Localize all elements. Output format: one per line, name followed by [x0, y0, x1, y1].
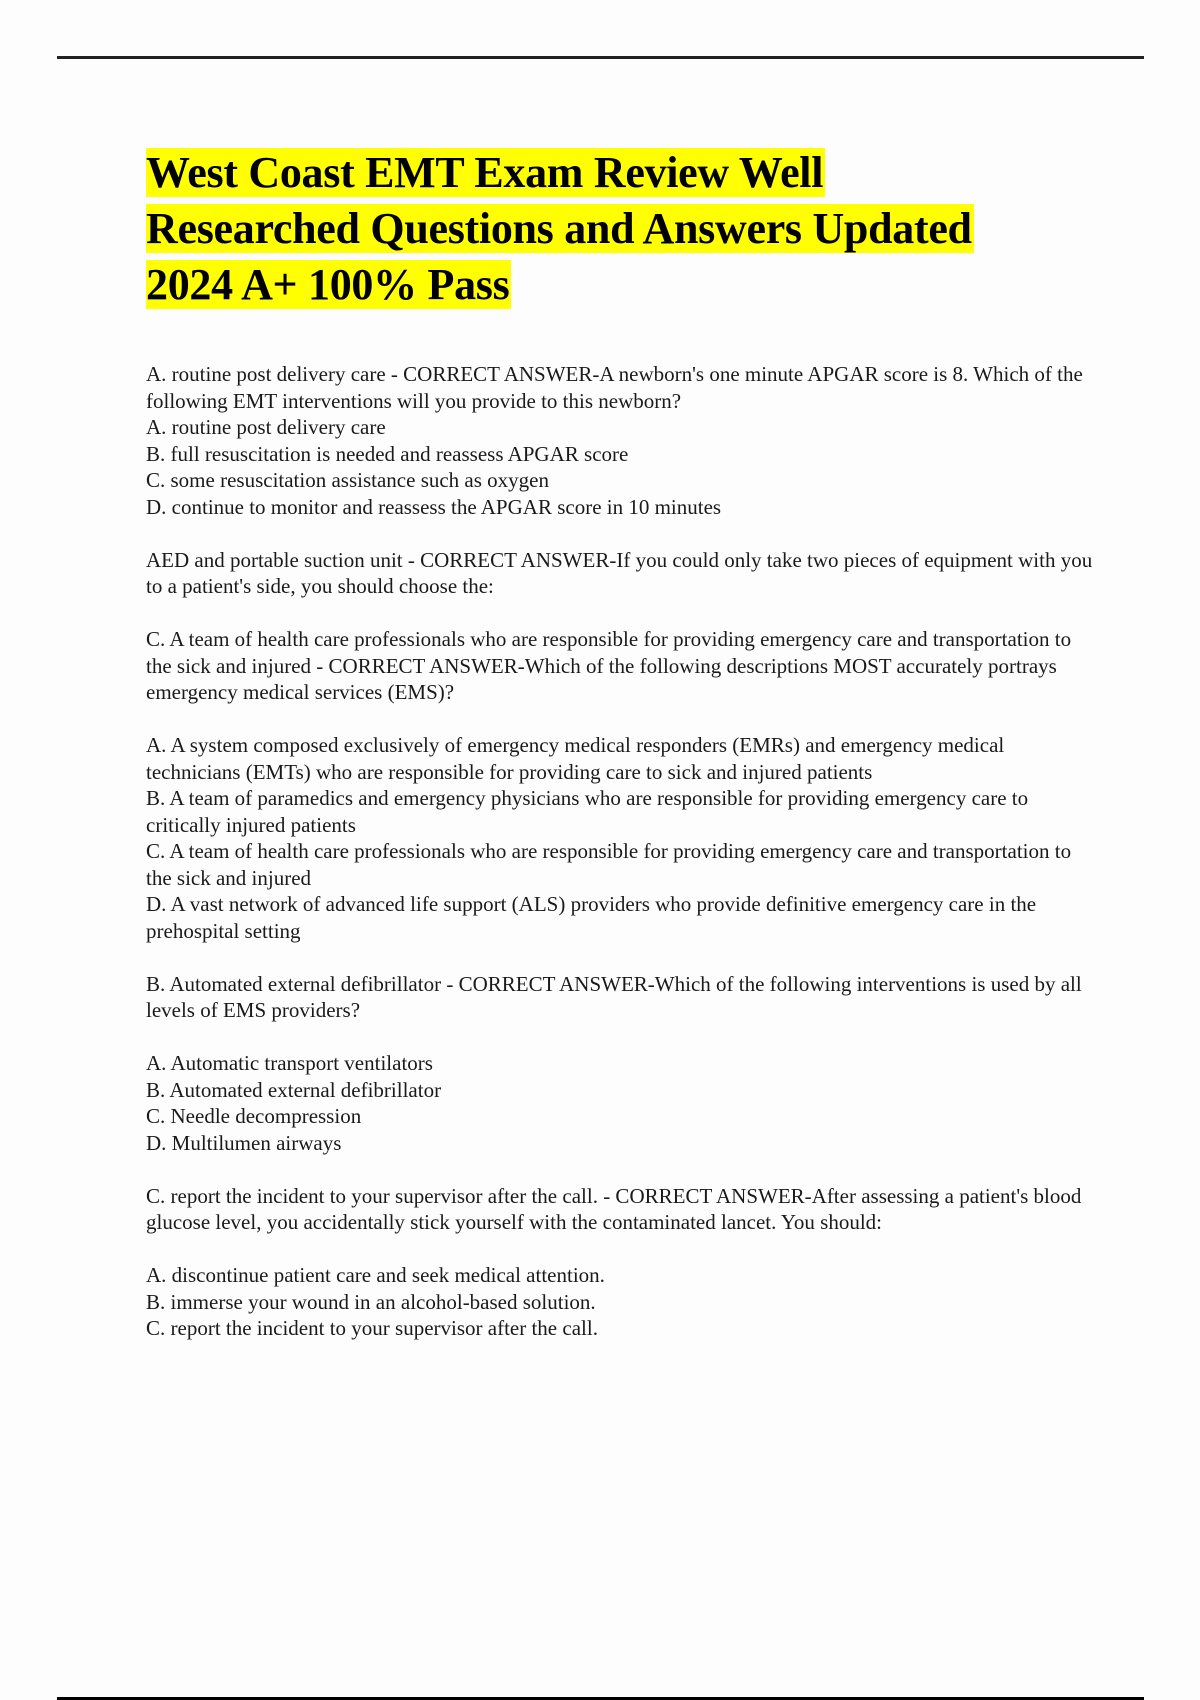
- document-page: [146, 145, 1096, 1368]
- answer-options: [146, 1262, 1096, 1342]
- title-line-3: 2024 A+ 100% Pass: [146, 260, 510, 309]
- spacer: [146, 1236, 1096, 1263]
- answer-option: B. A team of paramedics and emergency physicians who are responsible for providing emergency care to critically injured patients: [146, 786, 1029, 837]
- title-line-2: Researched Questions and Answers Updated: [146, 204, 972, 253]
- document-body: [146, 361, 1096, 1342]
- answer-option: A. Automatic transport ventilators: [146, 1051, 433, 1075]
- question-text: C. report the incident to your supervisor after the call. - CORRECT ANSWER-After assessing a patient's blood glucose level, you accidentally stick yourself with the contaminated lancet. You should:: [146, 1183, 1082, 1234]
- answer-option: B. Automated external defibrillator: [146, 1077, 442, 1102]
- spacer: [146, 1024, 1096, 1051]
- top-rule: [57, 56, 1144, 59]
- answer-option: A. routine post delivery care: [146, 415, 386, 439]
- answer-option: D. Multilumen airways: [146, 1130, 342, 1155]
- answer-option: A. discontinue patient care and seek medical attention.: [146, 1263, 605, 1287]
- question-text: AED and portable suction unit - CORRECT ANSWER-If you could only take two pieces of equipment with you to a patient's side, you should choose the:: [146, 547, 1093, 598]
- answer-options: [146, 414, 1096, 520]
- answer-option: C. Needle decompression: [146, 1104, 362, 1128]
- spacer: [146, 706, 1096, 733]
- answer-option: A. A system composed exclusively of emergency medical responders (EMRs) and emergency medical technicians (EMTs) who are responsible for providing care to sick and injured patients: [146, 733, 1005, 784]
- document-title: [146, 145, 1096, 313]
- answer-option: C. A team of health care professionals who are responsible for providing emergency care and transportation to the sick and injured: [146, 839, 1072, 890]
- answer-options: [146, 732, 1096, 944]
- qa-block: [146, 361, 1096, 520]
- answer-option: C. report the incident to your supervisor after the call.: [146, 1316, 598, 1340]
- question-text: C. A team of health care professionals who are responsible for providing emergency care and transportation to the sick and injured - CORRECT ANSWER-Which of the following descriptions MOST accurately portrays emergency medical services (EMS)?: [146, 627, 1072, 704]
- answer-option: D. continue to monitor and reassess the APGAR score in 10 minutes: [146, 494, 722, 519]
- qa-block: [146, 1183, 1096, 1342]
- question-text: A. routine post delivery care - CORRECT ANSWER-A newborn's one minute APGAR score is 8. Which of the following EMT interventions will you provide to this newborn?: [146, 362, 1083, 413]
- answer-option: D. A vast network of advanced life support (ALS) providers who provide definitive emergency care in the prehospital setting: [146, 892, 1037, 943]
- answer-option: B. full resuscitation is needed and reassess APGAR score: [146, 441, 629, 466]
- qa-block: [146, 626, 1096, 944]
- question-text: B. Automated external defibrillator - CORRECT ANSWER-Which of the following interventions is used by all levels of EMS providers?: [146, 971, 1082, 1022]
- title-line-1: West Coast EMT Exam Review Well: [146, 148, 824, 197]
- qa-block: [146, 971, 1096, 1157]
- qa-block: [146, 547, 1096, 600]
- answer-option: C. some resuscitation assistance such as oxygen: [146, 468, 549, 492]
- answer-options: [146, 1050, 1096, 1156]
- answer-option: B. immerse your wound in an alcohol-based solution.: [146, 1289, 596, 1314]
